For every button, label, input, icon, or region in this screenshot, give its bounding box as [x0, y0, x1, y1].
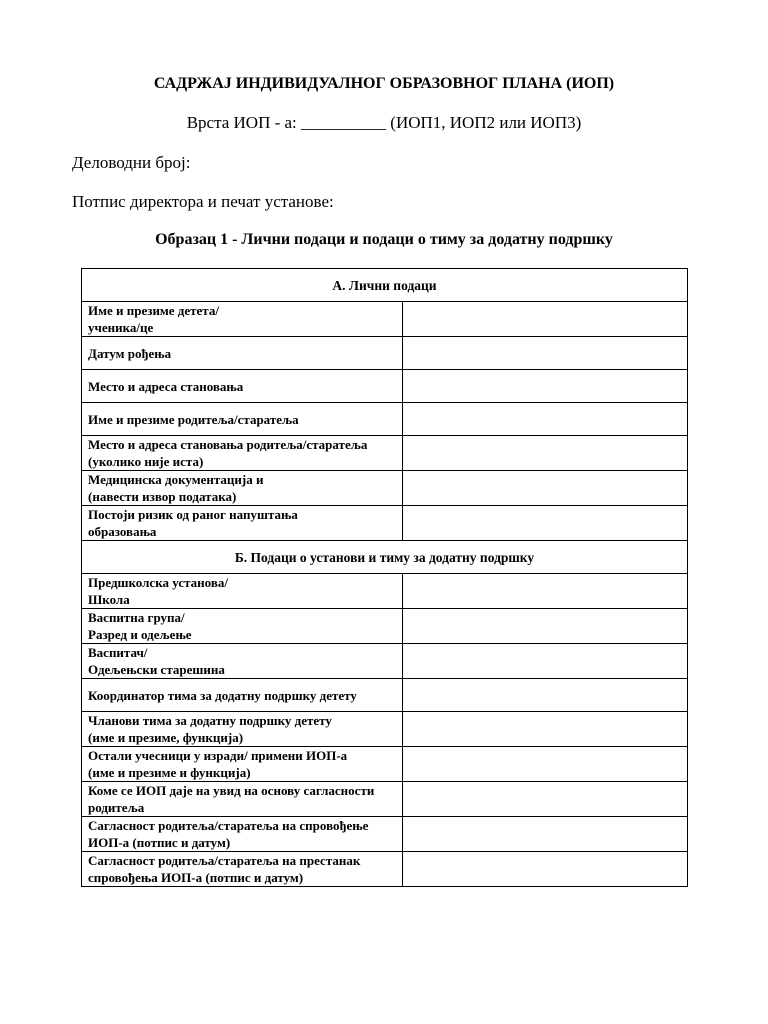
row-value-cell[interactable] [403, 852, 688, 887]
row-value-cell[interactable] [403, 817, 688, 852]
table-row [82, 506, 688, 541]
row-label-text: Коме се ИОП даје на увид на основу сагласности родитеља [88, 783, 375, 815]
section-a-title: А. Лични подаци [82, 269, 688, 302]
row-label-text: Сагласност родитеља/старатеља на престанак спровођења ИОП-а (потпис и датум) [88, 853, 361, 885]
row-label [82, 609, 403, 644]
row-value-cell[interactable] [403, 712, 688, 747]
row-label [82, 852, 403, 887]
row-value-cell[interactable] [403, 302, 688, 337]
row-label [82, 747, 403, 782]
row-value-cell[interactable] [403, 609, 688, 644]
row-value-cell[interactable] [403, 747, 688, 782]
table-row [82, 817, 688, 852]
section-b-title: Б. Подаци о установи и тиму за додатну подршку [82, 541, 688, 574]
form-title: Образац 1 - Лични подаци и подаци о тиму за додатну подршку [155, 231, 613, 248]
row-value-cell[interactable] [403, 337, 688, 370]
table-row [82, 609, 688, 644]
row-label-text: Медицинска документација и (навести извор података) [88, 472, 264, 504]
row-label [82, 403, 403, 436]
signature-label: Потпис директора и печат установе: [72, 192, 334, 211]
row-label [82, 506, 403, 541]
table-row [82, 747, 688, 782]
row-value-cell[interactable] [403, 436, 688, 471]
row-label [82, 817, 403, 852]
row-label-text: Место и адреса становања [88, 378, 244, 394]
row-label-text: Остали учесници у изради/ примени ИОП-а (име и презиме и функција) [88, 748, 348, 780]
row-label [82, 712, 403, 747]
table-row [82, 644, 688, 679]
row-label [82, 370, 403, 403]
row-label-text: Координатор тима за додатну подршку детету [88, 687, 357, 703]
row-label [82, 644, 403, 679]
iop-form-table [81, 268, 688, 887]
section-b-header-row [82, 541, 688, 574]
row-value-cell[interactable] [403, 644, 688, 679]
row-label-text: Датум рођења [88, 345, 172, 361]
row-label-text: Предшколска установа/ Школа [88, 575, 228, 607]
section-a-header-row [82, 269, 688, 302]
row-label [82, 302, 403, 337]
row-label-text: Васпитач/ Одељењски старешина [88, 645, 225, 677]
row-label [82, 679, 403, 712]
row-label [82, 782, 403, 817]
row-label-text: Сагласност родитеља/старатеља на спровођење ИОП-а (потпис и датум) [88, 818, 369, 850]
row-label-text: Име и презиме детета/ ученика/це [88, 303, 219, 335]
row-label-text: Чланови тима за додатну подршку детету (име и презиме, функција) [88, 713, 332, 745]
row-value-cell[interactable] [403, 370, 688, 403]
table-row [82, 679, 688, 712]
row-label-text: Име и презиме родитеља/старатеља [88, 411, 299, 427]
row-label [82, 574, 403, 609]
row-value-cell[interactable] [403, 574, 688, 609]
table-row [82, 370, 688, 403]
row-label [82, 337, 403, 370]
table-row [82, 782, 688, 817]
document-title: САДРЖАЈ ИНДИВИДУАЛНОГ ОБРАЗОВНОГ ПЛАНА (ИОП) [153, 75, 615, 92]
row-value-cell[interactable] [403, 679, 688, 712]
row-value-cell[interactable] [403, 782, 688, 817]
iop-type-line: Врста ИОП - а: __________ (ИОП1, ИОП2 или ИОП3) [186, 113, 582, 132]
table-row [82, 337, 688, 370]
table-row [82, 302, 688, 337]
row-label-text: Место и адреса становања родитеља/старатеља (уколико није иста) [88, 437, 368, 469]
table-row [82, 712, 688, 747]
row-value-cell[interactable] [403, 403, 688, 436]
reference-number-label: Деловодни број: [72, 153, 191, 172]
table-row [82, 574, 688, 609]
table-row [82, 852, 688, 887]
table-row [82, 403, 688, 436]
table-row [82, 436, 688, 471]
row-label [82, 436, 403, 471]
row-value-cell[interactable] [403, 506, 688, 541]
row-label [82, 471, 403, 506]
row-value-cell[interactable] [403, 471, 688, 506]
row-label-text: Васпитна група/ Разред и одељење [88, 610, 192, 642]
row-label-text: Постоји ризик од раног напуштања образовања [88, 507, 298, 539]
table-row [82, 471, 688, 506]
